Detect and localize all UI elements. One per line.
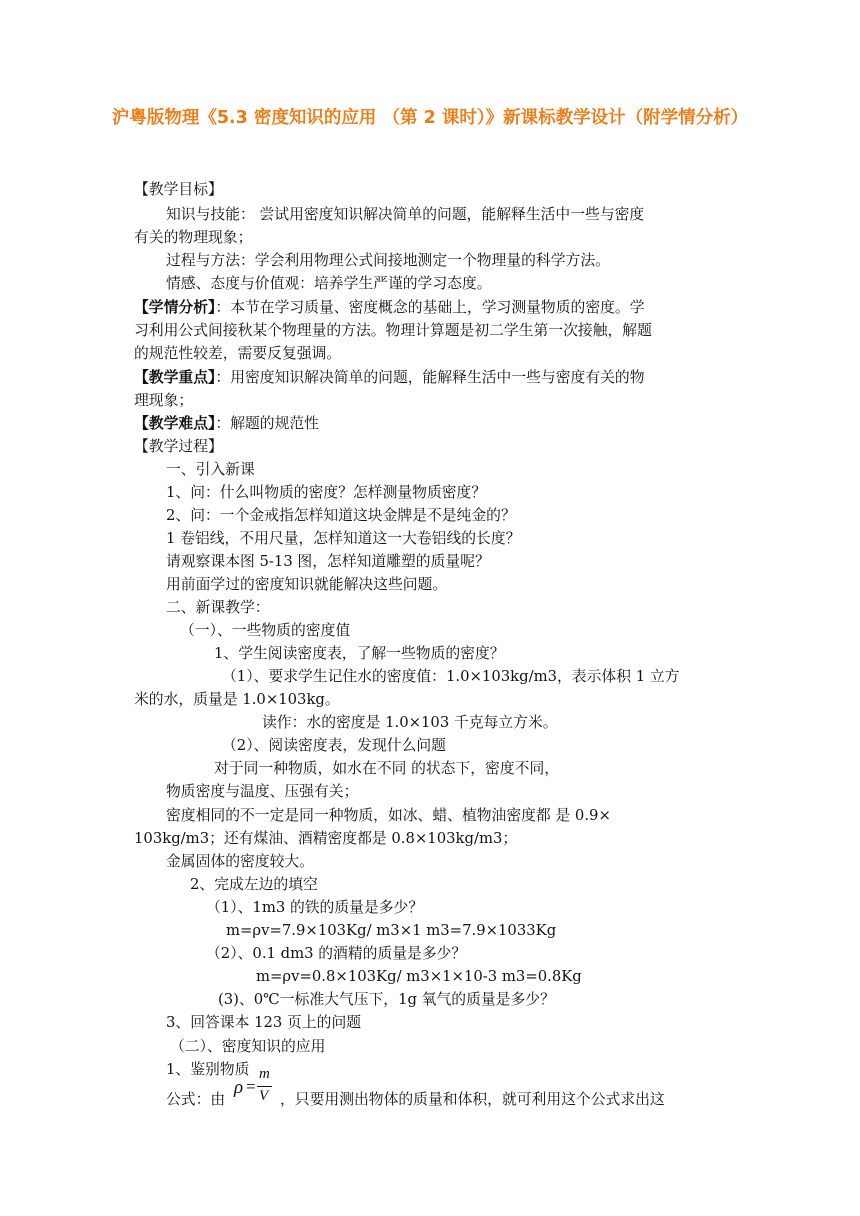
paragraph-line: 有关的物理现象；: [134, 229, 253, 246]
paragraph-line: 米的水，质量是 1.0×103kg。: [134, 691, 340, 708]
paragraph-line: 金属固体的密度较大。: [166, 853, 314, 870]
formula-fraction-bar: [257, 1086, 272, 1087]
paragraph-line: （2）、阅读密度表，发现什么问题: [222, 737, 446, 754]
paragraph-line: 的规范性较差，需要反复强调。: [134, 345, 342, 362]
paragraph-line: 过程与方法：学会利用物理公式间接地测定一个物理量的科学方法。: [166, 252, 610, 269]
paragraph-text: ：本节在学习质量、密度概念的基础上，学习测量物质的密度。学: [215, 299, 645, 316]
heading-teaching-process: 【教学过程】: [134, 438, 223, 455]
paragraph-line: 读作：水的密度是 1.0×103 千克每立方米。: [262, 714, 558, 731]
formula-rho: ρ: [234, 1077, 244, 1098]
paragraph-line: 对于同一种物质，如水在不同 的状态下，密度不同，: [214, 760, 560, 777]
paragraph-text: ：解题的规范性: [215, 415, 319, 432]
paragraph-student-analysis: [134, 298, 645, 320]
heading-student-analysis: 【学情分析】: [134, 299, 216, 316]
document-title: 沪粤版物理《5.3 密度知识的应用 （第 2 课时）》新课标教学设计（附学情分析）: [111, 108, 749, 128]
paragraph-text: ：用密度知识解决简单的问题，能解释生活中一些与密度有关的物: [215, 369, 645, 386]
formula-equals: =: [246, 1077, 256, 1096]
paragraph-line: 1、鉴别物质: [166, 1061, 250, 1078]
paragraph-line: 103kg/m3；还有煤油、酒精密度都是 0.8×103kg/m3；: [134, 830, 518, 847]
paragraph-line: 理现象；: [134, 392, 194, 409]
formula-line: m=ρv=0.8×103Kg/ m3×1×10-3 m3=0.8Kg: [256, 968, 582, 985]
paragraph-line: 2、问：一个金戒指怎样知道这块金牌是不是纯金的？: [166, 507, 516, 524]
heading-teaching-goals: 【教学目标】: [134, 181, 223, 198]
paragraph-difficulties: [134, 414, 319, 436]
paragraph-key-points: [134, 368, 645, 390]
paragraph-line: 密度相同的不一定是同一种物质，如冰、蜡、植物油密度都 是 0.9×: [166, 807, 611, 824]
paragraph-line: （二）、密度知识的应用: [170, 1038, 326, 1055]
paragraph-line: 情感、态度与价值观：培养学生严谨的学习态度。: [166, 275, 492, 292]
paragraph-line: （1）、1m3 的铁的质量是多少？: [206, 899, 424, 916]
paragraph-line: (3)、0℃一标准大气压下，1g 氧气的质量是多少？: [218, 991, 555, 1008]
heading-key-points: 【教学重点】: [134, 369, 216, 386]
paragraph-line: 3、回答课本 123 页上的问题: [166, 1014, 362, 1031]
paragraph-line: （2）、0.1 dm3 的酒精的质量是多少？: [206, 945, 467, 962]
paragraph-line: 1、学生阅读密度表，了解一些物质的密度？: [214, 645, 505, 662]
paragraph-line: 请观察课本图 5-13 图，怎样知道雕塑的质量呢？: [166, 553, 490, 570]
paragraph-line: 知识与技能： 尝试用密度知识解决简单的问题，能解释生活中一些与密度: [166, 206, 645, 223]
paragraph-line: 物质密度与温度、压强有关；: [166, 783, 359, 800]
formula-line: m=ρv=7.9×103Kg/ m3×1 m3=7.9×1033Kg: [226, 922, 557, 939]
paragraph-line: （一）、一些物质的密度值: [180, 622, 351, 639]
paragraph-line: 1 卷铝线，不用尺量，怎样知道这一大卷铝线的长度？: [166, 530, 521, 547]
heading-difficulties: 【教学难点】: [134, 415, 216, 432]
paragraph-line: 用前面学过的密度知识就能解决这些问题。: [166, 576, 448, 593]
paragraph-line: ，只要用测出物体的质量和体积，就可利用这个公式求出这: [280, 1091, 665, 1108]
paragraph-line: （1）、要求学生记住水的密度值：1.0×103kg/m3，表示体积 1 立方: [222, 668, 680, 685]
paragraph-line: 二、新课教学：: [166, 599, 270, 616]
paragraph-line: 公式：由: [166, 1091, 226, 1108]
formula-denominator: V: [259, 1088, 269, 1104]
paragraph-line: 习利用公式间接秋某个物理量的方法。物理计算题是初二学生第一次接触，解题: [134, 322, 652, 339]
paragraph-line: 2、完成左边的填空: [190, 876, 318, 893]
paragraph-line: 1、问：什么叫物质的密度？怎样测量物质密度？: [166, 484, 487, 501]
formula-numerator: m: [259, 1066, 270, 1082]
paragraph-line: 一、引入新课: [166, 461, 255, 478]
density-formula: [232, 1066, 274, 1110]
